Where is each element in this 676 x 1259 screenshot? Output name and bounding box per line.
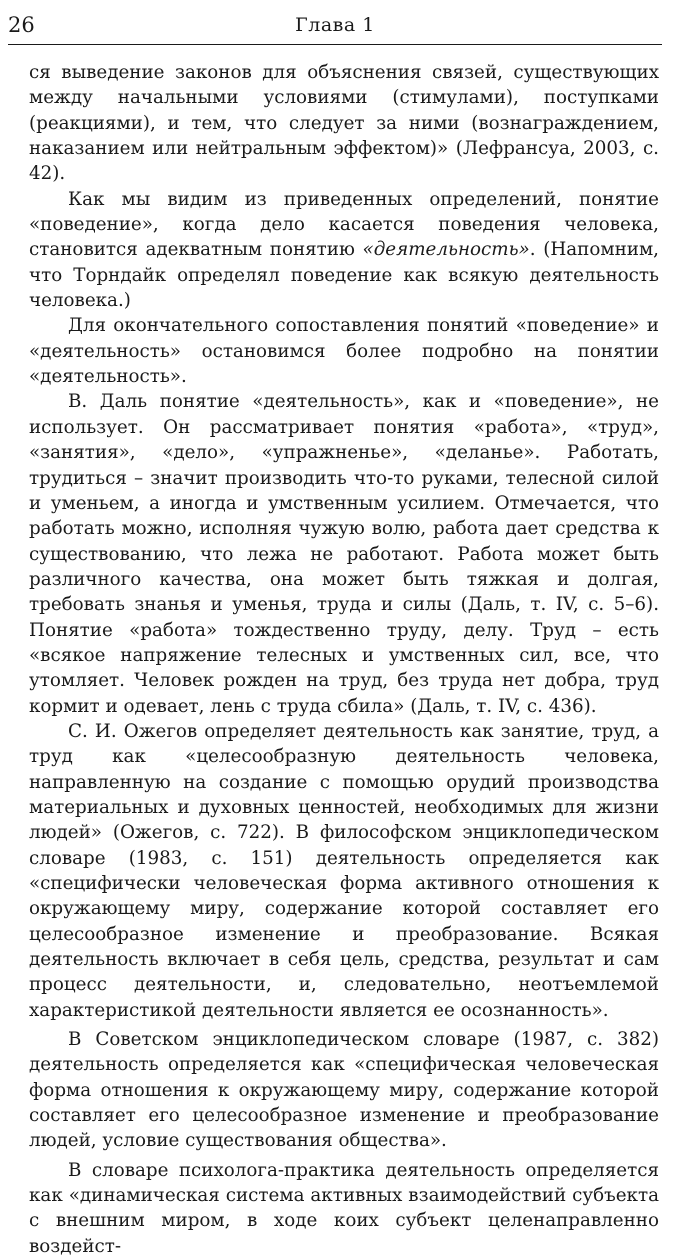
- paragraph-2-before: Как мы видим из приведенных определений, понятие «поведение», когда дело касается поведения человека, становится адекватным понятию: [29, 188, 659, 261]
- paragraph-5: С. И. Ожегов определяет деятельность как занятие, труд, а труд как «целесообразную деятельность человека, направленную на создание с помощью орудий производства материальных и духовных ценностей, необходимых для жизни людей» (Ожегов, с. 722). В философском энциклопедическом словаре (1983, с. 151) деятельность определяется как «специфически человеческая форма активного отношения к окружающему миру, содержание которой составляет его целесообразное изменение и преобразование. Всякая деятельность включает в себя цель, средства, результат и сам процесс деятельности, и, следовательно, неотъемлемой характеристикой деятельности является ее осознанность».: [29, 720, 659, 1021]
- chapter-title: Глава 1: [295, 14, 375, 36]
- body-text: [29, 60, 659, 1259]
- paragraph-2-emphasis: «деятельность»: [362, 239, 530, 261]
- paragraph-2-after: . (Напомним, что Торндайк определял поведение как всякую деятельность человека.): [29, 239, 659, 312]
- paragraph-2: [29, 187, 659, 314]
- page-number: 26: [8, 13, 35, 37]
- paragraph-1: ся выведение законов для объяснения связей, существующих между начальными условиями (стимулами), поступками (реакциями), и тем, что следует за ними (вознаграждением, наказанием или нейтральным эффектом)» (Лефрансуа, 2003, с. 42).: [29, 62, 659, 185]
- running-header: [8, 8, 662, 45]
- paragraph-7: В словаре психолога-практика деятельность определяется как «динамическая система активных взаимодействий субъекта с внешним миром, в ходе коих субъект целенаправленно воздейст-: [29, 1159, 659, 1257]
- paragraph-3: Для окончательного сопоставления понятий «поведение» и «деятельность» остановимся более подробно на понятии «деятельность».: [29, 315, 659, 388]
- paragraph-4: В. Даль понятие «деятельность», как и «поведение», не использует. Он рассматривает понятия «работа», «труд», «занятия», «дело», «упражненье», «деланье». Работать, трудиться – значит производить что-то руками, телесной силой и уменьем, а иногда и умственным усилием. Отмечается, что работать можно, исполняя чужую волю, работа дает средства к существованию, что лежа не работают. Работа может быть различного качества, она может быть тяжкая и долгая, требовать знанья и уменья, труда и силы (Даль, т. IV, с. 5–6). Понятие «работа» тождественно труду, делу. Труд – есть «всякое напряжение телесных и умственных сил, все, что утомляет. Человек рожден на труд, без труда нет добра, труд кормит и одевает, лень с труда сбила» (Даль, т. IV, с. 436).: [29, 391, 659, 717]
- paragraph-6: В Советском энциклопедическом словаре (1987, с. 382) деятельность определяется как «специфическая человеческая форма отношения к окружающему миру, содержание которой составляет его целесообразное изменение и преобразование людей, условие существования общества».: [29, 1029, 659, 1152]
